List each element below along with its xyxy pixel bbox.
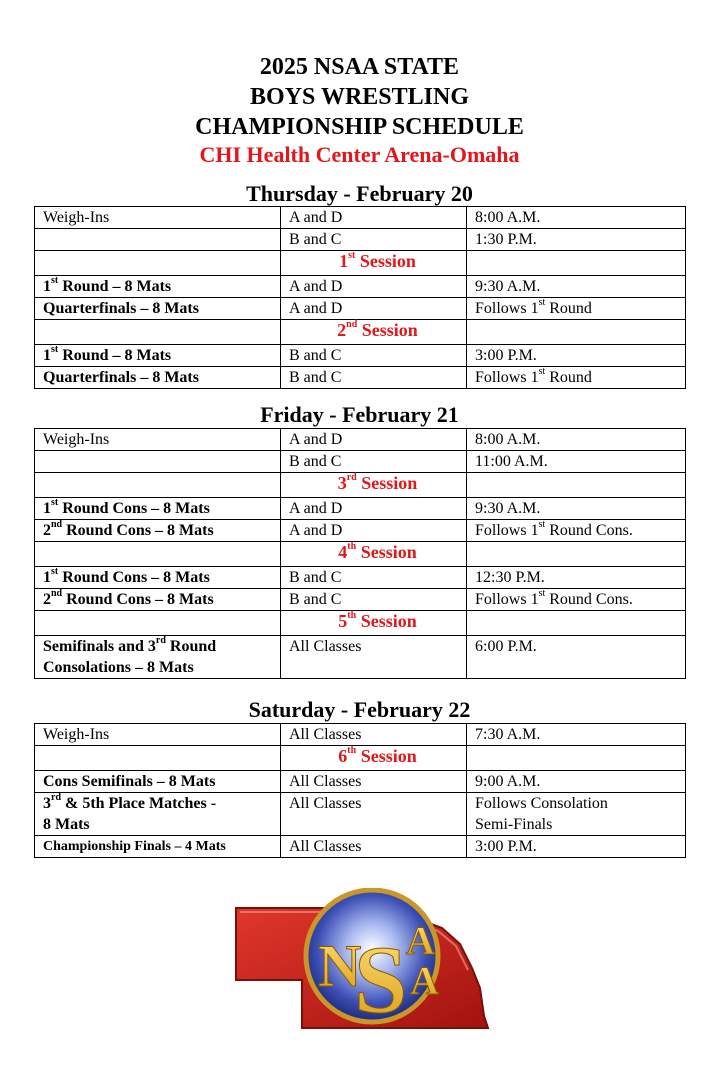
empty-cell [467,473,686,498]
event-cell: Quarterfinals – 8 Mats [35,367,281,389]
time-cell: Follows 1st Round [467,367,686,389]
class-cell: All Classes [281,836,467,858]
session-label: 4th Session [281,542,467,567]
table-row [35,589,686,611]
empty-cell [467,542,686,567]
day-heading-saturday: Saturday - February 22 [248,697,471,722]
event-cell: 1st Round – 8 Mats [35,345,281,367]
class-cell: A and D [281,207,467,229]
empty-cell [467,251,686,276]
table-row [35,345,686,367]
title-line-2: BOYS WRESTLING [250,84,469,110]
session-label: 2nd Session [281,320,467,345]
event-cell: 1st Round – 8 Mats [35,276,281,298]
event-cell: Quarterfinals – 8 Mats [35,298,281,320]
class-cell: B and C [281,451,467,473]
schedule-table-friday [34,428,686,679]
session-row [35,611,686,636]
title-line-3: CHAMPIONSHIP SCHEDULE [195,114,524,140]
event-cell: Weigh-Ins [35,724,281,746]
class-cell: All Classes [281,636,467,679]
table-row [35,367,686,389]
empty-cell [35,251,281,276]
session-row [35,251,686,276]
session-row [35,746,686,771]
time-cell: Follows 1st Round Cons. [467,589,686,611]
table-row [35,771,686,793]
time-cell: 11:00 A.M. [467,451,686,473]
class-cell: All Classes [281,793,467,836]
schedule-table-saturday [34,723,686,858]
empty-cell [35,320,281,345]
event-cell [35,229,281,251]
session-row [35,473,686,498]
empty-cell [35,473,281,498]
time-cell: Follows 1st Round [467,298,686,320]
event-cell: Weigh-Ins [35,429,281,451]
class-cell: B and C [281,345,467,367]
class-cell: A and D [281,276,467,298]
time-cell: Follows 1st Round Cons. [467,520,686,542]
table-row [35,207,686,229]
logo-letter-a-upper: A [406,918,435,963]
time-cell: 8:00 A.M. [467,207,686,229]
table-row [35,276,686,298]
empty-cell [467,320,686,345]
table-row [35,793,686,836]
event-cell: Semifinals and 3rd Round Consolations – 8 Mats [35,636,281,679]
session-label: 3rd Session [281,473,467,498]
event-cell: Weigh-Ins [35,207,281,229]
session-label: 6th Session [281,746,467,771]
event-cell [35,451,281,473]
time-cell: 12:30 P.M. [467,567,686,589]
table-row [35,520,686,542]
time-cell: 1:30 P.M. [467,229,686,251]
table-row [35,636,686,679]
event-cell: 2nd Round Cons – 8 Mats [35,589,281,611]
session-row [35,542,686,567]
venue-name: CHI Health Center Arena-Omaha [199,142,520,167]
day-heading-thursday: Thursday - February 20 [246,181,473,206]
class-cell: All Classes [281,771,467,793]
table-row [35,429,686,451]
table-row [35,567,686,589]
table-row [35,498,686,520]
time-cell: Follows Consolation Semi-Finals [467,793,686,836]
class-cell: A and D [281,429,467,451]
title-line-1: 2025 NSAA STATE [259,54,460,80]
table-row [35,451,686,473]
empty-cell [35,611,281,636]
logo-letter-a-lower: A [410,958,439,1003]
empty-cell [35,542,281,567]
class-cell: A and D [281,520,467,542]
class-cell: B and C [281,367,467,389]
empty-cell [467,746,686,771]
event-cell: 1st Round Cons – 8 Mats [35,498,281,520]
class-cell: All Classes [281,724,467,746]
class-cell: A and D [281,298,467,320]
time-cell: 3:00 P.M. [467,345,686,367]
class-cell: B and C [281,229,467,251]
time-cell: 8:00 A.M. [467,429,686,451]
class-cell: B and C [281,589,467,611]
empty-cell [467,611,686,636]
time-cell: 6:00 P.M. [467,636,686,679]
schedule-table-thursday [34,206,686,389]
time-cell: 9:00 A.M. [467,771,686,793]
table-row [35,298,686,320]
document-header [0,52,719,168]
session-label: 1st Session [281,251,467,276]
day-heading-friday: Friday - February 21 [260,402,459,427]
time-cell: 9:30 A.M. [467,276,686,298]
event-cell: Championship Finals – 4 Mats [35,836,281,858]
logo-letter-n: N [318,933,362,999]
empty-cell [35,746,281,771]
table-row [35,724,686,746]
table-row [35,836,686,858]
session-row [35,320,686,345]
logo-letter-s: S [354,926,408,1033]
time-cell: 9:30 A.M. [467,498,686,520]
time-cell: 3:00 P.M. [467,836,686,858]
class-cell: B and C [281,567,467,589]
table-row [35,229,686,251]
class-cell: A and D [281,498,467,520]
event-cell: 1st Round Cons – 8 Mats [35,567,281,589]
session-label: 5th Session [281,611,467,636]
event-cell: 2nd Round Cons – 8 Mats [35,520,281,542]
event-cell: Cons Semifinals – 8 Mats [35,771,281,793]
event-cell: 3rd & 5th Place Matches - 8 Mats [35,793,281,836]
time-cell: 7:30 A.M. [467,724,686,746]
nsaa-logo [232,888,494,1038]
